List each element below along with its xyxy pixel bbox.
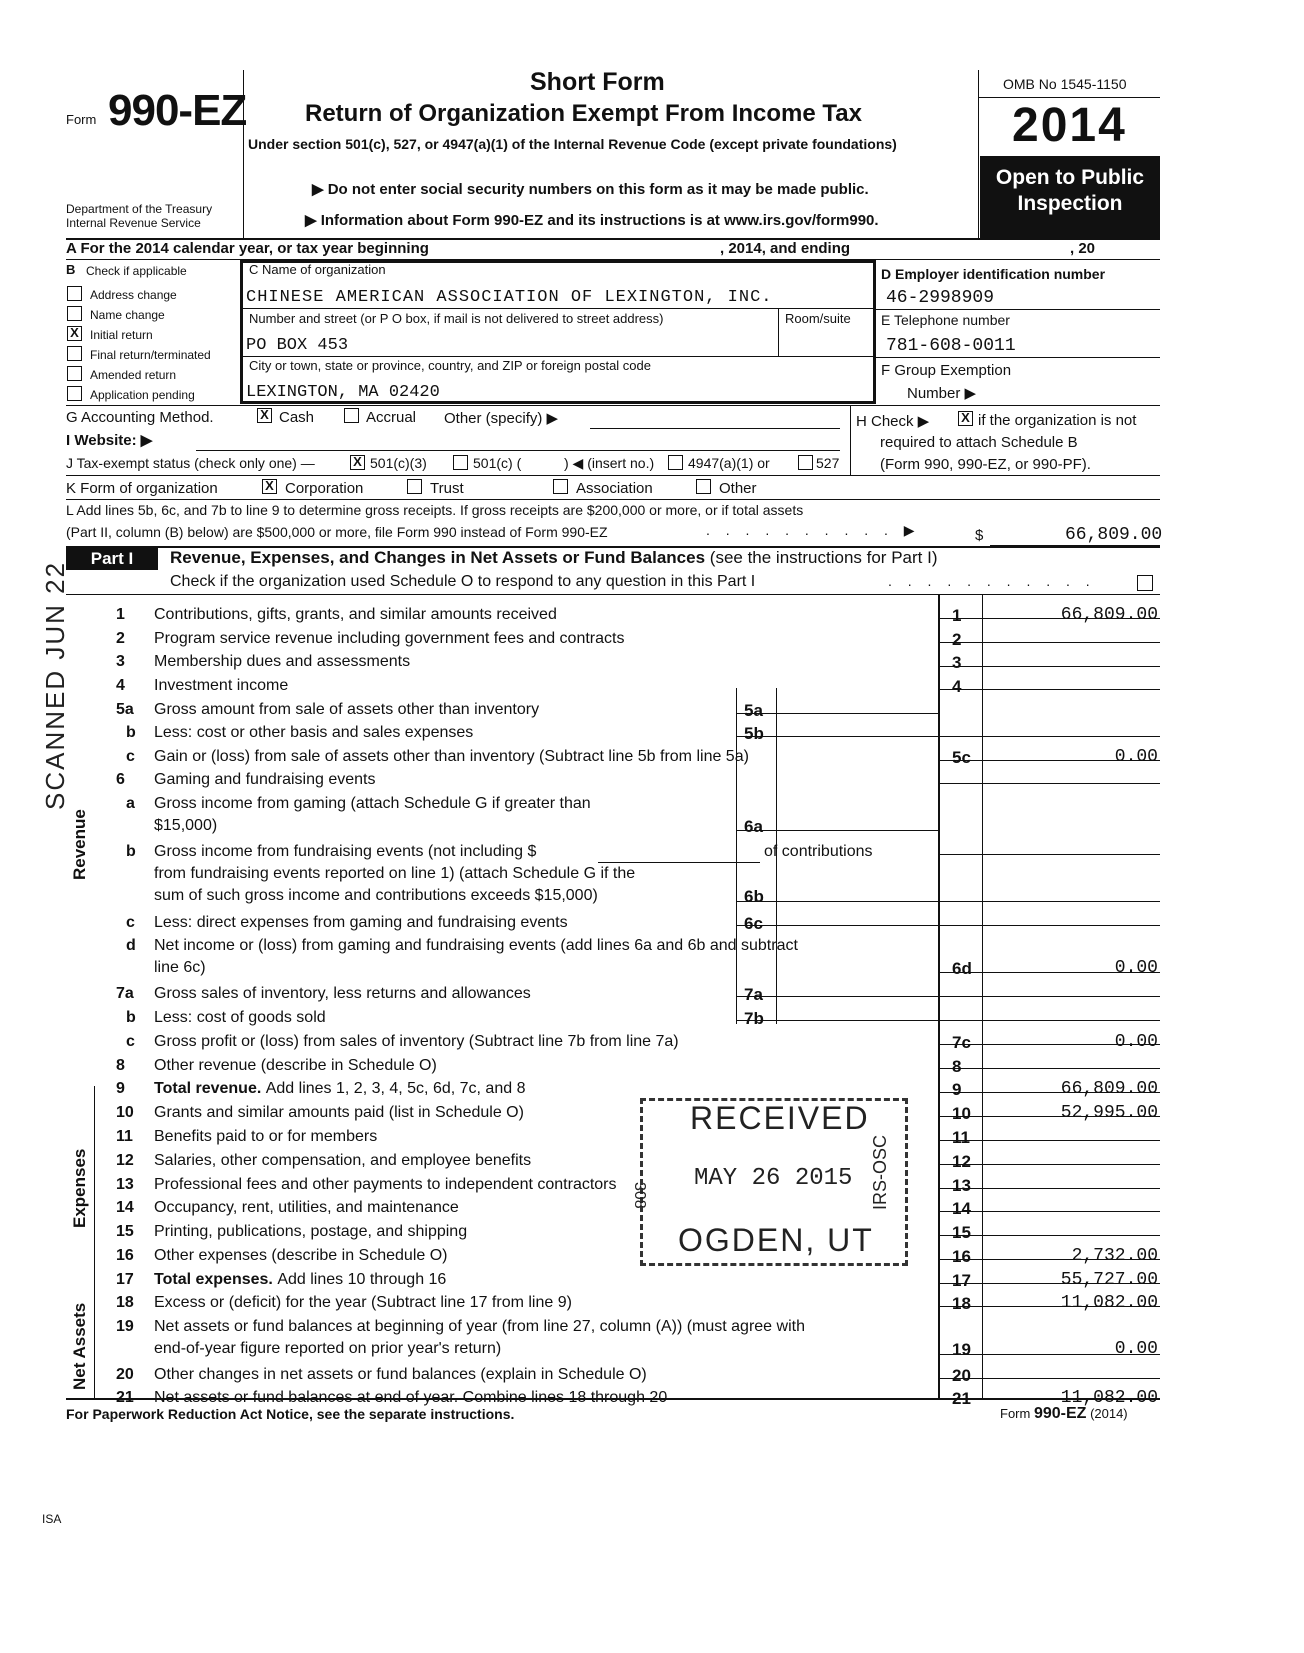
dept-line-1: Department of the Treasury <box>66 202 213 216</box>
line-box-label: 13 <box>952 1176 971 1195</box>
line-box-label: 5c <box>952 748 971 767</box>
line-box-label: 17 <box>952 1271 971 1290</box>
line-description <box>154 724 473 742</box>
schedule-b-checkbox[interactable]: X <box>958 411 973 426</box>
open-to-public-box <box>980 156 1160 238</box>
line-description <box>154 1152 531 1170</box>
part-i-title <box>170 548 937 568</box>
line-description-text: Program service revenue including government fees and contracts <box>154 630 625 647</box>
line-number: b <box>126 724 136 741</box>
expenses-side-label: Expenses <box>70 1148 89 1228</box>
line-number: d <box>126 937 136 954</box>
line-box-label: 5a <box>744 701 763 720</box>
line-l-leader: . . . . . . . . . . ▶ <box>706 522 921 538</box>
line-number: a <box>126 795 135 812</box>
line-description <box>154 937 798 955</box>
status-501c3-checkbox[interactable]: X <box>350 455 365 470</box>
corporation-label: Corporation <box>285 480 364 497</box>
phone-label: E Telephone number <box>881 312 1010 328</box>
line-h-text-2: required to attach Schedule B <box>880 434 1078 451</box>
line-amount[interactable]: 11,082.00 <box>1060 1388 1158 1408</box>
revenue-side-label: Revenue <box>70 809 89 880</box>
line-number: b <box>126 843 136 860</box>
line-description-text: Gross sales of inventory, less returns and allowances <box>154 985 531 1002</box>
line-k-label: K Form of organization <box>66 480 218 497</box>
line-number: 13 <box>116 1176 134 1193</box>
line-box-label: 20 <box>952 1366 971 1385</box>
received-stamp-date: MAY 26 2015 <box>694 1165 853 1192</box>
cash-checkbox[interactable]: X <box>257 408 272 423</box>
line-number: 7a <box>116 985 134 1002</box>
dept-line-2: Internal Revenue Service <box>66 216 201 230</box>
address-change-label: Address change <box>90 288 177 302</box>
accrual-label: Accrual <box>366 409 417 426</box>
line-box-label: 2 <box>952 630 962 649</box>
status-4947-checkbox[interactable] <box>668 455 683 470</box>
line-box-label: 18 <box>952 1294 971 1313</box>
line-description <box>154 1033 679 1051</box>
line-description-text: Printing, publications, postage, and shipping <box>154 1223 468 1240</box>
line-amount[interactable]: 0.00 <box>1114 1339 1158 1359</box>
status-501c-checkbox[interactable] <box>453 455 468 470</box>
line-description-text: Less: direct expenses from gaming and fundraising events <box>154 914 568 931</box>
line-number: 16 <box>116 1247 134 1264</box>
line-amount[interactable]: 0.00 <box>1114 958 1158 978</box>
line-number: 19 <box>116 1318 134 1335</box>
part-i-badge: Part I <box>66 548 158 570</box>
line-description-text: Professional fees and other payments to independent contractors <box>154 1176 617 1193</box>
ein-label: D Employer identification number <box>881 266 1106 282</box>
line-description-text: Gain or (loss) from sale of assets other than inventory (Subtract line 5b from line 5a) <box>154 748 749 765</box>
line-amount[interactable]: 66,809.00 <box>1060 1079 1158 1099</box>
line-description-text: Grants and similar amounts paid (list in Schedule O) <box>154 1104 524 1121</box>
line-box-label: 6b <box>744 887 764 906</box>
line-description-text: Excess or (deficit) for the year (Subtract line 17 from line 9) <box>154 1294 572 1311</box>
line-number: 10 <box>116 1104 134 1121</box>
line-description-continued: sum of such gross income and contributions exceeds $15,000) <box>154 887 598 904</box>
line-box-label: 6a <box>744 817 763 836</box>
line-description-text: Net assets or fund balances at beginning of year (from line 27, column (A)) (must agree with <box>154 1318 805 1335</box>
line-number: 4 <box>116 677 125 694</box>
line-description <box>154 1199 459 1217</box>
org-name-label: C Name of organization <box>249 262 386 277</box>
line-description <box>154 843 536 861</box>
status-4947-label: 4947(a)(1) or <box>688 455 770 471</box>
line-description-bold: Total expenses. <box>154 1271 278 1288</box>
trust-label: Trust <box>430 480 464 497</box>
address-change-checkbox[interactable] <box>67 286 82 301</box>
line-number: 11 <box>116 1128 133 1145</box>
received-stamp-side-right: IRS-OSC <box>870 1134 890 1210</box>
status-527-label: 527 <box>816 455 840 471</box>
line-box-label: 15 <box>952 1223 971 1242</box>
line-description <box>154 630 624 648</box>
status-501c-label: 501(c) ( <box>473 455 522 471</box>
city-label: City or town, state or province, country, and ZIP or foreign postal code <box>249 358 651 373</box>
line-description-mid: of contributions <box>764 843 873 860</box>
line-l-dollar: $ <box>975 527 984 544</box>
line-j-label: J Tax-exempt status (check only one) — <box>66 455 315 471</box>
name-change-checkbox[interactable] <box>67 306 82 321</box>
form-number: 990-EZ <box>108 86 247 135</box>
website-label: I Website: ▶ <box>66 432 153 449</box>
form-prefix: Form <box>66 112 97 127</box>
line-box-label: 6c <box>744 914 763 933</box>
gross-receipts-amount[interactable]: 66,809.00 <box>1065 525 1163 545</box>
line-box-label: 14 <box>952 1199 971 1218</box>
received-stamp-title: RECEIVED <box>690 1100 870 1136</box>
line-description <box>154 606 557 624</box>
line-description <box>154 1009 326 1027</box>
line-description <box>154 1223 467 1241</box>
part-i-title-main: Revenue, Expenses, and Changes in Net Assets or Fund Balances <box>170 548 706 567</box>
line-number: 8 <box>116 1057 125 1074</box>
line-description <box>154 1080 525 1098</box>
line-description-text: Occupancy, rent, utilities, and maintenance <box>154 1199 459 1216</box>
line-amount[interactable]: 0.00 <box>1114 747 1158 767</box>
line-description <box>154 1318 805 1336</box>
section-b-letter: B <box>66 262 76 277</box>
line-description <box>154 1104 524 1122</box>
line-number: c <box>126 914 135 931</box>
line-amount[interactable]: 66,809.00 <box>1060 605 1158 625</box>
group-exemption-label-1: F Group Exemption <box>881 362 1012 379</box>
other-org-checkbox[interactable] <box>696 479 711 494</box>
line-description <box>154 1057 437 1075</box>
line-box-label: 8 <box>952 1057 962 1076</box>
org-name-value[interactable]: CHINESE AMERICAN ASSOCIATION OF LEXINGTON, INC. <box>246 288 773 307</box>
line-number: c <box>126 748 135 765</box>
initial-return-checkbox[interactable]: X <box>67 326 82 341</box>
association-label: Association <box>576 480 653 497</box>
line-box-label: 16 <box>952 1247 971 1266</box>
line-description-text: Salaries, other compensation, and employee benefits <box>154 1152 532 1169</box>
schedule-o-check-text: Check if the organization used Schedule O to respond to any question in this Part I <box>170 573 756 590</box>
line-g-label: G Accounting Method. <box>66 409 214 426</box>
other-method-label: Other (specify) ▶ <box>444 410 559 427</box>
form-subtitle: Under section 501(c), 527, or 4947(a)(1) of the Internal Revenue Code (except private foundations) <box>248 136 897 152</box>
line-number: 9 <box>116 1080 125 1097</box>
name-change-label: Name change <box>90 308 165 322</box>
line-description <box>154 795 591 813</box>
inner-box-left <box>736 688 737 1024</box>
short-form-label: Short Form <box>530 68 665 96</box>
line-box-label: 1 <box>952 606 962 625</box>
corporation-checkbox[interactable]: X <box>262 479 277 494</box>
line-number: 2 <box>116 630 125 647</box>
line-box-label: 11 <box>952 1128 970 1147</box>
status-501c3-label: 501(c)(3) <box>370 455 427 471</box>
line-description-text: Less: cost or other basis and sales expenses <box>154 724 474 741</box>
line-h-label: H Check ▶ <box>856 413 930 430</box>
line-description-text: Gross profit or (loss) from sales of inventory (Subtract line 7b from line 7a) <box>154 1033 679 1050</box>
application-pending-label: Application pending <box>90 388 195 402</box>
line-box-label: 7b <box>744 1009 764 1028</box>
line-box-label: 7c <box>952 1033 971 1052</box>
line-number: 3 <box>116 653 125 670</box>
line-description <box>154 1366 647 1384</box>
group-exemption-label-2: Number ▶ <box>907 385 977 402</box>
line-box-label: 5b <box>744 724 764 743</box>
line-number: 18 <box>116 1294 134 1311</box>
line-description <box>154 985 531 1003</box>
line-l-text-2: (Part II, column (B) below) are $500,000 or more, file Form 990 instead of Form 990-EZ <box>66 524 608 540</box>
line-description-text: Other expenses (describe in Schedule O) <box>154 1247 448 1264</box>
line-description-text: Less: cost of goods sold <box>154 1009 326 1026</box>
line-description <box>154 677 288 695</box>
line-description-continued: line 6c) <box>154 959 206 976</box>
line-description <box>154 748 749 766</box>
line-box-label: 19 <box>952 1340 971 1359</box>
line-description <box>154 1247 447 1265</box>
line-description-text: Membership dues and assessments <box>154 653 411 670</box>
line-description-continued: from fundraising events reported on line 1) (attach Schedule G if the <box>154 865 636 882</box>
line-amount[interactable]: 55,727.00 <box>1060 1270 1158 1290</box>
line-box-label: 3 <box>952 653 962 672</box>
status-527-checkbox[interactable] <box>798 455 813 470</box>
line-number: 6 <box>116 771 125 788</box>
room-suite-label: Room/suite <box>785 311 851 326</box>
line-description-continued: $15,000) <box>154 817 218 834</box>
line-box-label: 7a <box>744 985 763 1004</box>
line-box-label: 21 <box>952 1389 971 1408</box>
cash-label: Cash <box>279 409 315 426</box>
line-description-text: Investment income <box>154 677 289 694</box>
line-description <box>154 914 568 932</box>
received-stamp-side-left: 308 <box>631 1182 648 1209</box>
line-a-mid: , 2014, and ending <box>720 240 851 257</box>
schedule-o-leader: . . . . . . . . . . . <box>888 573 1096 589</box>
line-description-text: Net income or (loss) from gaming and fundraising events (add lines 6a and 6b and subtract <box>154 937 798 954</box>
amended-return-checkbox[interactable] <box>67 366 82 381</box>
line-amount[interactable]: 2,732.00 <box>1071 1246 1158 1266</box>
line-description-text: Gaming and fundraising events <box>154 771 376 788</box>
line-a-end: , 20 <box>1070 240 1096 257</box>
line-description <box>154 1294 572 1312</box>
line-number: 15 <box>116 1223 134 1240</box>
line-description-bold: Total revenue. <box>154 1080 266 1097</box>
line-h-text-1-value: if the organization is not <box>978 412 1137 429</box>
line-amount[interactable]: 0.00 <box>1114 1032 1158 1052</box>
line-l-text-1: L Add lines 5b, 6c, and 7b to line 9 to determine gross receipts. If gross receipts are $200,000 or more, or if total assets <box>66 502 804 518</box>
line-a-label: A For the 2014 calendar year, or tax year beginning <box>66 240 429 257</box>
net-assets-side-label: Net Assets <box>70 1302 89 1390</box>
omb-number: OMB No 1545-1150 <box>1003 76 1127 92</box>
line-description <box>154 1176 617 1194</box>
other-org-label: Other <box>719 480 757 497</box>
line-h-text-1 <box>978 412 1136 429</box>
footer-form-number: 990-EZ <box>1033 1405 1087 1422</box>
inspection-label: Inspection <box>1017 192 1123 215</box>
footer-form-id <box>1000 1405 1128 1423</box>
line-box-label: 6d <box>952 959 972 978</box>
line-amount[interactable]: 52,995.00 <box>1060 1103 1158 1123</box>
line-amount[interactable]: 11,082.00 <box>1060 1293 1158 1313</box>
trust-checkbox[interactable] <box>407 479 422 494</box>
line-description <box>154 1128 377 1146</box>
open-to-public-label: Open to Public <box>995 166 1145 189</box>
line-description-text: Net assets or fund balances at end of year. Combine lines 18 through 20 <box>154 1389 668 1406</box>
footer-form-prefix: Form <box>1000 1406 1031 1421</box>
line-description <box>154 653 410 671</box>
initial-return-label: Initial return <box>90 328 153 342</box>
received-stamp-city: OGDEN, UT <box>678 1222 874 1258</box>
insert-no-label: ) ◀ (insert no.) <box>564 455 655 471</box>
street-label: Number and street (or P O box, if mail is not delivered to street address) <box>249 311 664 326</box>
line-description-text: Gross amount from sale of assets other than inventory <box>154 701 540 718</box>
line-h-text-3: (Form 990, 990-EZ, or 990-PF). <box>880 456 1091 473</box>
line-description <box>154 1271 446 1289</box>
form-title: Return of Organization Exempt From Income Tax <box>305 100 862 127</box>
line-number: 20 <box>116 1366 134 1383</box>
line-description-text: Gross income from fundraising events (not including $ <box>154 843 537 860</box>
application-pending-checkbox[interactable] <box>67 386 82 401</box>
line-description-text: Other revenue (describe in Schedule O) <box>154 1057 437 1074</box>
line-number: c <box>126 1033 135 1050</box>
schedule-o-checkbox[interactable] <box>1137 575 1153 591</box>
line-box-label: 4 <box>952 677 962 696</box>
line-number: 5a <box>116 701 134 718</box>
footer-form-year: (2014) <box>1090 1406 1128 1421</box>
line-number: 17 <box>116 1271 134 1288</box>
line-number: 14 <box>116 1199 134 1216</box>
part-i-title-note: (see the instructions for Part I) <box>709 548 938 567</box>
line-description-text: Contributions, gifts, grants, and similar amounts received <box>154 606 557 623</box>
line-description-text: Add lines 10 through 16 <box>277 1271 447 1288</box>
line-description <box>154 701 539 719</box>
notice-info: ▶ Information about Form 990-EZ and its instructions is at www.irs.gov/form990. <box>305 212 879 229</box>
association-checkbox[interactable] <box>553 479 568 494</box>
line-box-label: 12 <box>952 1152 971 1171</box>
tax-year: 2014 <box>1012 99 1127 152</box>
paperwork-notice: For Paperwork Reduction Act Notice, see the separate instructions. <box>66 1406 515 1422</box>
section-b-title: Check if applicable <box>86 264 187 278</box>
isa-mark: ISA <box>42 1512 62 1526</box>
amended-return-label: Amended return <box>90 368 177 382</box>
line-description <box>154 771 375 789</box>
line-number: 21 <box>116 1389 134 1406</box>
street-value[interactable]: PO BOX 453 <box>246 336 349 355</box>
city-value[interactable]: LEXINGTON, MA 02420 <box>246 383 440 402</box>
final-return-label: Final return/terminated <box>90 348 211 362</box>
ein-value[interactable]: 46-2998909 <box>886 288 995 308</box>
line-number: 12 <box>116 1152 134 1169</box>
line-description-text: Add lines 1, 2, 3, 4, 5c, 6d, 7c, and 8 <box>265 1080 526 1097</box>
phone-value[interactable]: 781-608-0011 <box>886 336 1016 356</box>
line-description-text: Other changes in net assets or fund balances (explain in Schedule O) <box>154 1366 647 1383</box>
accrual-checkbox[interactable] <box>344 408 359 423</box>
line-description-text: Benefits paid to or for members <box>154 1128 378 1145</box>
line-description-continued: end-of-year figure reported on prior year's return) <box>154 1340 502 1357</box>
scanned-stamp: SCANNED JUN 22 <box>40 560 70 810</box>
final-return-checkbox[interactable] <box>67 346 82 361</box>
line-description-text: Gross income from gaming (attach Schedule G if greater than <box>154 795 591 812</box>
notice-ssn: ▶ Do not enter social security numbers on this form as it may be made public. <box>312 181 869 198</box>
line-box-label: 9 <box>952 1080 962 1099</box>
line-number: b <box>126 1009 136 1026</box>
line-number: 1 <box>116 606 125 623</box>
line-box-label: 10 <box>952 1104 971 1123</box>
